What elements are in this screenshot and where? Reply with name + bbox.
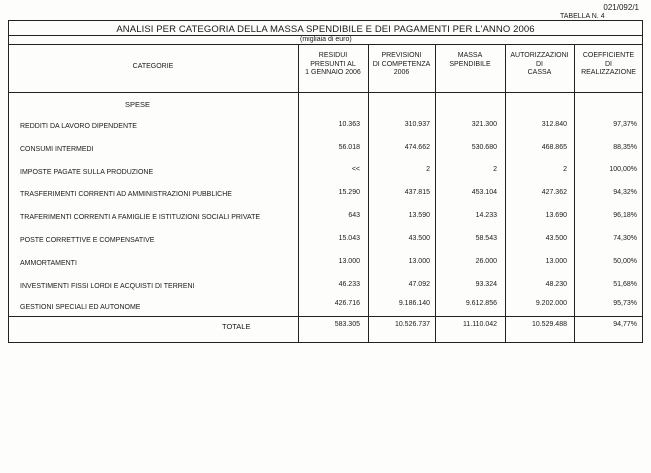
header-line: PREVISIONI xyxy=(381,52,422,59)
table-number: TABELLA N. 4 xyxy=(560,13,605,20)
header-line: DI xyxy=(536,60,543,68)
cell-massa: 321.300 xyxy=(471,121,497,128)
header-categorie: CATEGORIE xyxy=(132,63,174,70)
cell-previsioni: 474.662 xyxy=(404,144,430,151)
table-title: ANALISI PER CATEGORIA DELLA MASSA SPENDIBILE E DEI PAGAMENTI PER L'ANNO 2006 xyxy=(116,24,535,35)
cell-previsioni: 9.186.140 xyxy=(398,300,430,307)
cell-residui: << xyxy=(351,166,360,173)
cell-coefficiente: 95,73% xyxy=(613,300,637,307)
totale-massa: 11.110.042 xyxy=(463,321,497,328)
cell-massa: 26.000 xyxy=(475,258,497,265)
cell-coefficiente: 88,35% xyxy=(613,144,637,151)
totals-divider xyxy=(8,316,643,317)
cell-previsioni: 2 xyxy=(426,166,430,173)
row-category: INVESTIMENTI FISSI LORDI E ACQUISTI DI TERRENI xyxy=(20,283,195,290)
cell-residui: 15.043 xyxy=(338,235,360,242)
header-line: SPENDIBILE xyxy=(449,60,491,68)
cell-coefficiente: 96,18% xyxy=(613,212,637,219)
header-divider xyxy=(8,92,643,93)
cell-massa: 9.612.856 xyxy=(465,300,497,307)
header-residui xyxy=(298,52,368,78)
header-line: DI xyxy=(605,60,612,68)
header-line: COEFFICIENTE xyxy=(582,52,635,59)
cell-previsioni: 437.815 xyxy=(404,189,430,196)
cell-coefficiente: 51,68% xyxy=(613,281,637,288)
row-category: POSTE CORRETTIVE E COMPENSATIVE xyxy=(20,237,155,244)
cell-massa: 530.680 xyxy=(471,144,497,151)
header-line: DI COMPETENZA xyxy=(372,60,431,68)
header-line: 2006 xyxy=(393,69,410,76)
row-category: REDDITI DA LAVORO DIPENDENTE xyxy=(20,123,137,130)
totale-autorizzazioni: 10.529.488 xyxy=(531,321,567,328)
totale-coefficiente: 94,77% xyxy=(613,321,637,328)
header-line: PRESUNTI AL xyxy=(310,60,356,68)
totale-label: TOTALE xyxy=(222,322,251,331)
cell-residui: 426.716 xyxy=(334,300,360,307)
header-massa xyxy=(435,52,505,69)
cell-previsioni: 13.590 xyxy=(408,212,430,219)
header-autorizzazioni xyxy=(505,52,574,78)
cell-autorizzazioni: 43.500 xyxy=(545,235,567,242)
header-coefficiente xyxy=(574,52,643,78)
header-line: CASSA xyxy=(527,69,552,76)
section-label: SPESE xyxy=(125,100,151,109)
row-category: IMPOSTE PAGATE SULLA PRODUZIONE xyxy=(20,169,154,176)
cell-residui: 643 xyxy=(348,212,360,219)
cell-residui: 56.018 xyxy=(338,144,360,151)
cell-massa: 93.324 xyxy=(475,281,497,288)
row-category: TRAFERIMENTI CORRENTI A FAMIGLIE E ISTITUZIONI SOCIALI PRIVATE xyxy=(20,214,261,221)
cell-coefficiente: 50,00% xyxy=(613,258,637,265)
cell-autorizzazioni: 48.230 xyxy=(545,281,567,288)
cell-residui: 15.290 xyxy=(338,189,360,196)
header-line: AUTORIZZAZIONI xyxy=(510,52,569,59)
cell-autorizzazioni: 312.840 xyxy=(541,121,567,128)
header-line: REALIZZAZIONE xyxy=(581,69,636,76)
cell-autorizzazioni: 468.865 xyxy=(541,144,567,151)
cell-previsioni: 47.092 xyxy=(408,281,430,288)
cell-previsioni: 310.937 xyxy=(404,121,430,128)
cell-autorizzazioni: 13.690 xyxy=(545,212,567,219)
cell-coefficiente: 74,30% xyxy=(613,235,637,242)
cell-residui: 13.000 xyxy=(338,258,360,265)
header-line: MASSA xyxy=(457,52,483,59)
cell-residui: 46.233 xyxy=(338,281,360,288)
cell-residui: 10.363 xyxy=(338,121,360,128)
cell-autorizzazioni: 2 xyxy=(563,166,567,173)
cell-previsioni: 13.000 xyxy=(408,258,430,265)
cell-massa: 14.233 xyxy=(475,212,497,219)
cell-massa: 453.104 xyxy=(471,189,497,196)
cell-autorizzazioni: 427.362 xyxy=(541,189,567,196)
row-category: GESTIONI SPECIALI ED AUTONOME xyxy=(20,304,141,311)
row-category: AMMORTAMENTI xyxy=(20,260,77,267)
row-category: CONSUMI INTERMEDI xyxy=(20,146,94,153)
cell-coefficiente: 100,00% xyxy=(609,166,637,173)
header-line: RESIDUI xyxy=(318,52,348,59)
row-category: TRASFERIMENTI CORRENTI AD AMMINISTRAZIONI PUBBLICHE xyxy=(20,191,232,198)
header-previsioni xyxy=(368,52,435,78)
totale-previsioni: 10.526.737 xyxy=(394,321,430,328)
totale-residui: 583.305 xyxy=(334,321,360,328)
document-reference: 021/092/1 xyxy=(603,3,639,12)
cell-coefficiente: 97,37% xyxy=(613,121,637,128)
cell-massa: 58.543 xyxy=(475,235,497,242)
cell-massa: 2 xyxy=(493,166,497,173)
cell-coefficiente: 94,32% xyxy=(613,189,637,196)
units-subtitle: (migliaia di euro) xyxy=(300,36,352,43)
subtitle-divider xyxy=(8,44,643,45)
cell-autorizzazioni: 9.202.000 xyxy=(535,300,567,307)
cell-previsioni: 43.500 xyxy=(408,235,430,242)
header-line: 1 GENNAIO 2006 xyxy=(305,69,361,76)
cell-autorizzazioni: 13.000 xyxy=(545,258,567,265)
